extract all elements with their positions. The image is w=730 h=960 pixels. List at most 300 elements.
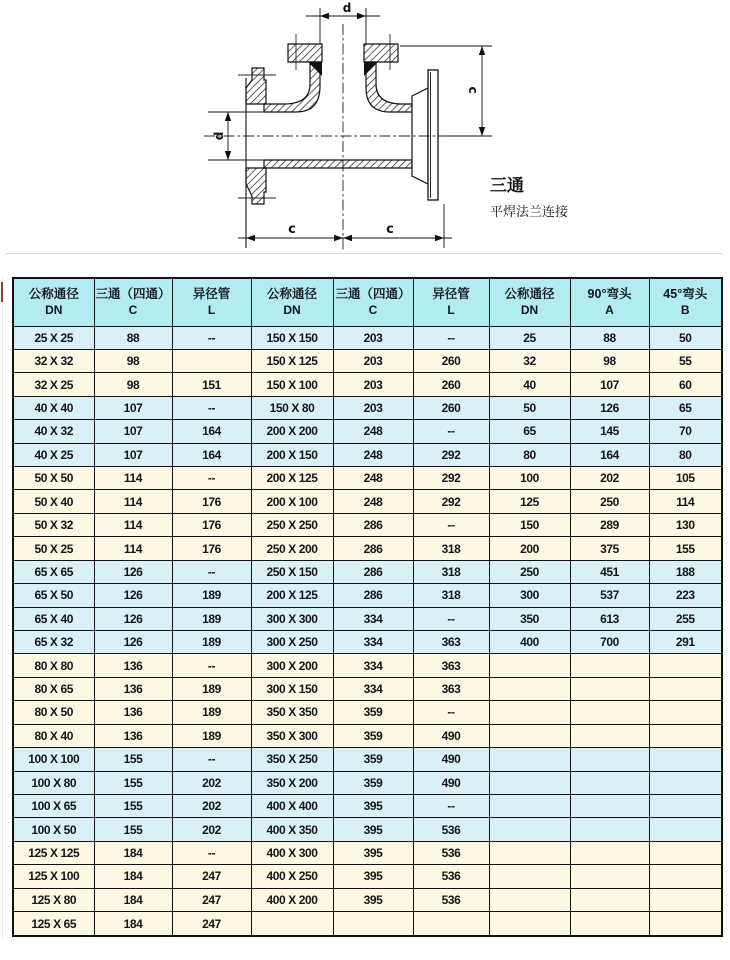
cell: -- [172, 467, 251, 490]
cell [489, 748, 570, 771]
cell: 65 [489, 420, 570, 443]
cell: 286 [333, 584, 413, 607]
dim-label-bottom-c2: c [386, 222, 394, 237]
cell [489, 724, 570, 747]
col-header-label: 90°弯头 [587, 287, 632, 302]
cell: 286 [333, 513, 413, 536]
cell: 32 X 25 [13, 373, 94, 396]
cell: 164 [570, 443, 649, 466]
cell [333, 912, 413, 936]
cell: 260 [413, 349, 489, 372]
cell: 98 [94, 373, 172, 396]
col-header-dn-3 [489, 278, 570, 326]
cell: 80 X 80 [13, 654, 94, 677]
cell: 334 [333, 677, 413, 700]
cell: 114 [94, 467, 172, 490]
col-header-label: 公称通径 [28, 287, 79, 302]
cell: 40 X 32 [13, 420, 94, 443]
cell: 395 [333, 794, 413, 817]
cell: 184 [94, 912, 172, 936]
table-row [13, 513, 722, 536]
table-row [13, 584, 722, 607]
cell: 189 [172, 584, 251, 607]
cell: 292 [413, 443, 489, 466]
cell [489, 865, 570, 888]
cell: 300 X 150 [251, 677, 333, 700]
cell: 176 [172, 513, 251, 536]
cell: 350 X 250 [251, 748, 333, 771]
cell [649, 724, 722, 747]
cell: -- [413, 701, 489, 724]
cell: 114 [94, 537, 172, 560]
cell: 300 [489, 584, 570, 607]
cell: 200 X 100 [251, 490, 333, 513]
cell: 80 X 50 [13, 701, 94, 724]
header-row [13, 278, 722, 326]
cell: 250 X 150 [251, 560, 333, 583]
cell [413, 912, 489, 936]
cell [489, 701, 570, 724]
cell: 247 [172, 888, 251, 911]
table-row [13, 841, 722, 864]
table-row [13, 748, 722, 771]
cell: 291 [649, 630, 722, 653]
cell: 65 X 32 [13, 630, 94, 653]
cell [649, 654, 722, 677]
cell: 100 X 80 [13, 771, 94, 794]
cell: 107 [94, 443, 172, 466]
cell: 98 [570, 349, 649, 372]
cell: -- [172, 654, 251, 677]
cell: 100 X 100 [13, 748, 94, 771]
cell: 40 X 40 [13, 396, 94, 419]
cell: 292 [413, 467, 489, 490]
cell: 136 [94, 677, 172, 700]
cell [649, 865, 722, 888]
cell: 65 [649, 396, 722, 419]
cell: 490 [413, 724, 489, 747]
col-header-symbol: DN [45, 302, 63, 317]
cell [649, 912, 722, 936]
cell: 536 [413, 888, 489, 911]
table-row [13, 537, 722, 560]
cell: 292 [413, 490, 489, 513]
table-row [13, 630, 722, 653]
table-row [13, 794, 722, 817]
cell: 300 X 300 [251, 607, 333, 630]
cell: 107 [94, 420, 172, 443]
cell: 164 [172, 420, 251, 443]
cell: 125 X 80 [13, 888, 94, 911]
cell: 189 [172, 630, 251, 653]
cell: 359 [333, 701, 413, 724]
tee-section-drawing [0, 0, 730, 272]
cell: 350 X 200 [251, 771, 333, 794]
cell: -- [172, 396, 251, 419]
cell: 200 X 200 [251, 420, 333, 443]
cell [570, 818, 649, 841]
cell: 145 [570, 420, 649, 443]
col-header-label: 三通（四通） [95, 287, 171, 302]
cell [570, 724, 649, 747]
cell: 136 [94, 724, 172, 747]
col-header-symbol: B [680, 302, 690, 317]
cell: 200 [489, 537, 570, 560]
pipe-wall-sections [246, 44, 412, 204]
cell [489, 794, 570, 817]
table-row [13, 771, 722, 794]
cell: 200 X 150 [251, 443, 333, 466]
dimension-lines [208, 8, 492, 248]
cell: 60 [649, 373, 722, 396]
cell: 536 [413, 841, 489, 864]
cell: 223 [649, 584, 722, 607]
cell: 184 [94, 888, 172, 911]
col-header-label: 异径管 [192, 287, 231, 302]
cell: 189 [172, 724, 251, 747]
cell: 203 [333, 326, 413, 349]
col-header-label: 三通（四通） [335, 287, 411, 302]
cell: 125 X 125 [13, 841, 94, 864]
cell [570, 771, 649, 794]
table-row [13, 326, 722, 349]
col-header-label: 45°弯头 [663, 287, 708, 302]
cell: 189 [172, 677, 251, 700]
cell: 50 X 40 [13, 490, 94, 513]
cell: 40 X 25 [13, 443, 94, 466]
cell: 125 [489, 490, 570, 513]
cell: -- [172, 748, 251, 771]
cell: 130 [649, 513, 722, 536]
cell [172, 349, 251, 372]
cell: 176 [172, 490, 251, 513]
cell: 202 [172, 818, 251, 841]
cell: 125 X 65 [13, 912, 94, 936]
cell: 260 [413, 373, 489, 396]
cell: 150 X 125 [251, 349, 333, 372]
cell: 613 [570, 607, 649, 630]
cell: 700 [570, 630, 649, 653]
cell: 359 [333, 748, 413, 771]
cell: 100 X 50 [13, 818, 94, 841]
figure-subtitle: 平焊法兰连接 [490, 205, 569, 220]
dim-label-left-d: d [212, 131, 226, 141]
cell [649, 771, 722, 794]
col-header-label: 公称通径 [266, 287, 317, 302]
cell: 155 [649, 537, 722, 560]
cell: 248 [333, 420, 413, 443]
cell [570, 654, 649, 677]
cell: 107 [570, 373, 649, 396]
figure-title: 三通 [490, 176, 524, 196]
cell: 126 [570, 396, 649, 419]
col-header-reducer-l-2 [413, 278, 489, 326]
col-header-label: 公称通径 [504, 287, 555, 302]
cell: 126 [94, 630, 172, 653]
dim-label-top-d: d [342, 1, 352, 15]
cell: 202 [570, 467, 649, 490]
table-row [13, 443, 722, 466]
table-row [13, 373, 722, 396]
cell: 318 [413, 560, 489, 583]
cell: 203 [333, 373, 413, 396]
cell: 32 [489, 349, 570, 372]
cell: 250 [489, 560, 570, 583]
cell: 80 [649, 443, 722, 466]
cell: 200 X 125 [251, 467, 333, 490]
cell: 334 [333, 654, 413, 677]
cell: 125 X 100 [13, 865, 94, 888]
cell: 80 X 40 [13, 724, 94, 747]
col-header-symbol: L [207, 302, 216, 317]
cell: 150 X 100 [251, 373, 333, 396]
cell: 318 [413, 584, 489, 607]
col-header-tee-c-2 [333, 278, 413, 326]
cell: 155 [94, 818, 172, 841]
cell: 155 [94, 771, 172, 794]
cell: 395 [333, 888, 413, 911]
cell: 363 [413, 654, 489, 677]
cell: 334 [333, 630, 413, 653]
col-header-dn-1 [13, 278, 94, 326]
table-row [13, 654, 722, 677]
cell: 184 [94, 865, 172, 888]
cell: 247 [172, 912, 251, 936]
col-header-elbow-45-b [649, 278, 722, 326]
cell: 203 [333, 349, 413, 372]
col-header-symbol: C [368, 302, 378, 317]
table-row [13, 349, 722, 372]
cell: 155 [94, 748, 172, 771]
cell: 359 [333, 771, 413, 794]
cell [570, 701, 649, 724]
cell: 400 X 200 [251, 888, 333, 911]
cell: 260 [413, 396, 489, 419]
cell: 359 [333, 724, 413, 747]
cell [251, 912, 333, 936]
col-header-symbol: DN [520, 302, 539, 317]
cell: 65 X 50 [13, 584, 94, 607]
cell: -- [172, 560, 251, 583]
cell [489, 912, 570, 936]
cell: 32 X 32 [13, 349, 94, 372]
cell: 88 [94, 326, 172, 349]
cell: 98 [94, 349, 172, 372]
cell: 350 X 300 [251, 724, 333, 747]
cell: 126 [94, 560, 172, 583]
cell: 255 [649, 607, 722, 630]
table-row [13, 888, 722, 911]
cell: 286 [333, 560, 413, 583]
cell: -- [413, 607, 489, 630]
cell: 105 [649, 467, 722, 490]
cell: 100 X 65 [13, 794, 94, 817]
cell: 334 [333, 607, 413, 630]
cell: 203 [333, 396, 413, 419]
table-row [13, 724, 722, 747]
cell: 50 [489, 396, 570, 419]
cell [489, 818, 570, 841]
cell: -- [172, 841, 251, 864]
cell [570, 748, 649, 771]
cell [489, 677, 570, 700]
cell [489, 771, 570, 794]
cell [570, 912, 649, 936]
dimension-arrows [225, 13, 485, 241]
cell: 50 X 25 [13, 537, 94, 560]
cell [649, 794, 722, 817]
table-row [13, 490, 722, 513]
cell: 150 X 80 [251, 396, 333, 419]
table-row [13, 677, 722, 700]
cell: 114 [649, 490, 722, 513]
col-header-symbol: DN [283, 302, 301, 317]
cell [570, 888, 649, 911]
dimension-table [12, 277, 723, 937]
cell: 136 [94, 701, 172, 724]
cell: 136 [94, 654, 172, 677]
cell: -- [413, 326, 489, 349]
cell: 286 [333, 537, 413, 560]
cell: 350 X 350 [251, 701, 333, 724]
cell: 200 X 125 [251, 584, 333, 607]
col-header-symbol: C [128, 302, 138, 317]
table-row [13, 560, 722, 583]
cell: -- [413, 513, 489, 536]
col-header-reducer-l-1 [172, 278, 251, 326]
cell: 164 [172, 443, 251, 466]
table-row [13, 467, 722, 490]
cell [489, 654, 570, 677]
cell: 50 [649, 326, 722, 349]
scan-artifact-edge [2, 278, 3, 938]
cell: 250 [570, 490, 649, 513]
cell: 126 [94, 584, 172, 607]
col-header-label: 异径管 [432, 287, 470, 302]
cell [570, 841, 649, 864]
col-header-symbol: A [605, 302, 614, 317]
cell: 126 [94, 607, 172, 630]
cell: 150 X 150 [251, 326, 333, 349]
cell [649, 677, 722, 700]
cell: 107 [94, 396, 172, 419]
dim-label-bottom-c1: c [288, 222, 296, 237]
cell: 451 [570, 560, 649, 583]
cell [570, 677, 649, 700]
cell: 247 [172, 865, 251, 888]
scan-artifact-smudge [1, 282, 3, 302]
cell: 375 [570, 537, 649, 560]
cell: -- [413, 794, 489, 817]
table-row [13, 701, 722, 724]
cell: 250 X 200 [251, 537, 333, 560]
cell: 537 [570, 584, 649, 607]
cell: 189 [172, 701, 251, 724]
cell: 202 [172, 794, 251, 817]
cell: 400 X 350 [251, 818, 333, 841]
cell: 536 [413, 865, 489, 888]
cell: 395 [333, 865, 413, 888]
cell: 536 [413, 818, 489, 841]
cell: 188 [649, 560, 722, 583]
table-body [13, 326, 722, 936]
cell: 490 [413, 748, 489, 771]
cell: 202 [172, 771, 251, 794]
cell: 114 [94, 513, 172, 536]
cell: 40 [489, 373, 570, 396]
cell: 250 X 250 [251, 513, 333, 536]
cell: 114 [94, 490, 172, 513]
cell: 155 [94, 794, 172, 817]
cell [489, 888, 570, 911]
cell: 88 [570, 326, 649, 349]
cell: 55 [649, 349, 722, 372]
col-header-symbol: L [447, 302, 455, 317]
table-row [13, 912, 722, 936]
cell: 151 [172, 373, 251, 396]
cell: 80 X 65 [13, 677, 94, 700]
right-flange-plate [412, 70, 438, 200]
cell [570, 794, 649, 817]
table-row [13, 865, 722, 888]
cell: 300 X 250 [251, 630, 333, 653]
table-row [13, 420, 722, 443]
cell: 65 X 40 [13, 607, 94, 630]
cell: 363 [413, 630, 489, 653]
cell: 400 [489, 630, 570, 653]
cell: -- [172, 326, 251, 349]
cell [649, 748, 722, 771]
cell: 150 [489, 513, 570, 536]
table-row [13, 396, 722, 419]
cell: 248 [333, 490, 413, 513]
cell [489, 841, 570, 864]
cell: 289 [570, 513, 649, 536]
table-row [13, 818, 722, 841]
cell: 184 [94, 841, 172, 864]
cell: 395 [333, 841, 413, 864]
col-header-dn-2 [251, 278, 333, 326]
cell: 400 X 250 [251, 865, 333, 888]
cell: 400 X 400 [251, 794, 333, 817]
cell: 248 [333, 443, 413, 466]
cell: 318 [413, 537, 489, 560]
cell [649, 888, 722, 911]
cell [649, 701, 722, 724]
cell [570, 865, 649, 888]
cell: 70 [649, 420, 722, 443]
cell [649, 818, 722, 841]
cell: 189 [172, 607, 251, 630]
col-header-tee-c-1 [94, 278, 172, 326]
cell: 248 [333, 467, 413, 490]
cell: 395 [333, 818, 413, 841]
cell: 363 [413, 677, 489, 700]
cell: -- [413, 420, 489, 443]
cell: 300 X 200 [251, 654, 333, 677]
cell: 50 X 32 [13, 513, 94, 536]
cell: 350 [489, 607, 570, 630]
cell: 80 [489, 443, 570, 466]
cell: 100 [489, 467, 570, 490]
cell: 176 [172, 537, 251, 560]
table-row [13, 607, 722, 630]
cell: 25 X 25 [13, 326, 94, 349]
cell: 490 [413, 771, 489, 794]
cell [649, 841, 722, 864]
cell: 25 [489, 326, 570, 349]
cell: 400 X 300 [251, 841, 333, 864]
